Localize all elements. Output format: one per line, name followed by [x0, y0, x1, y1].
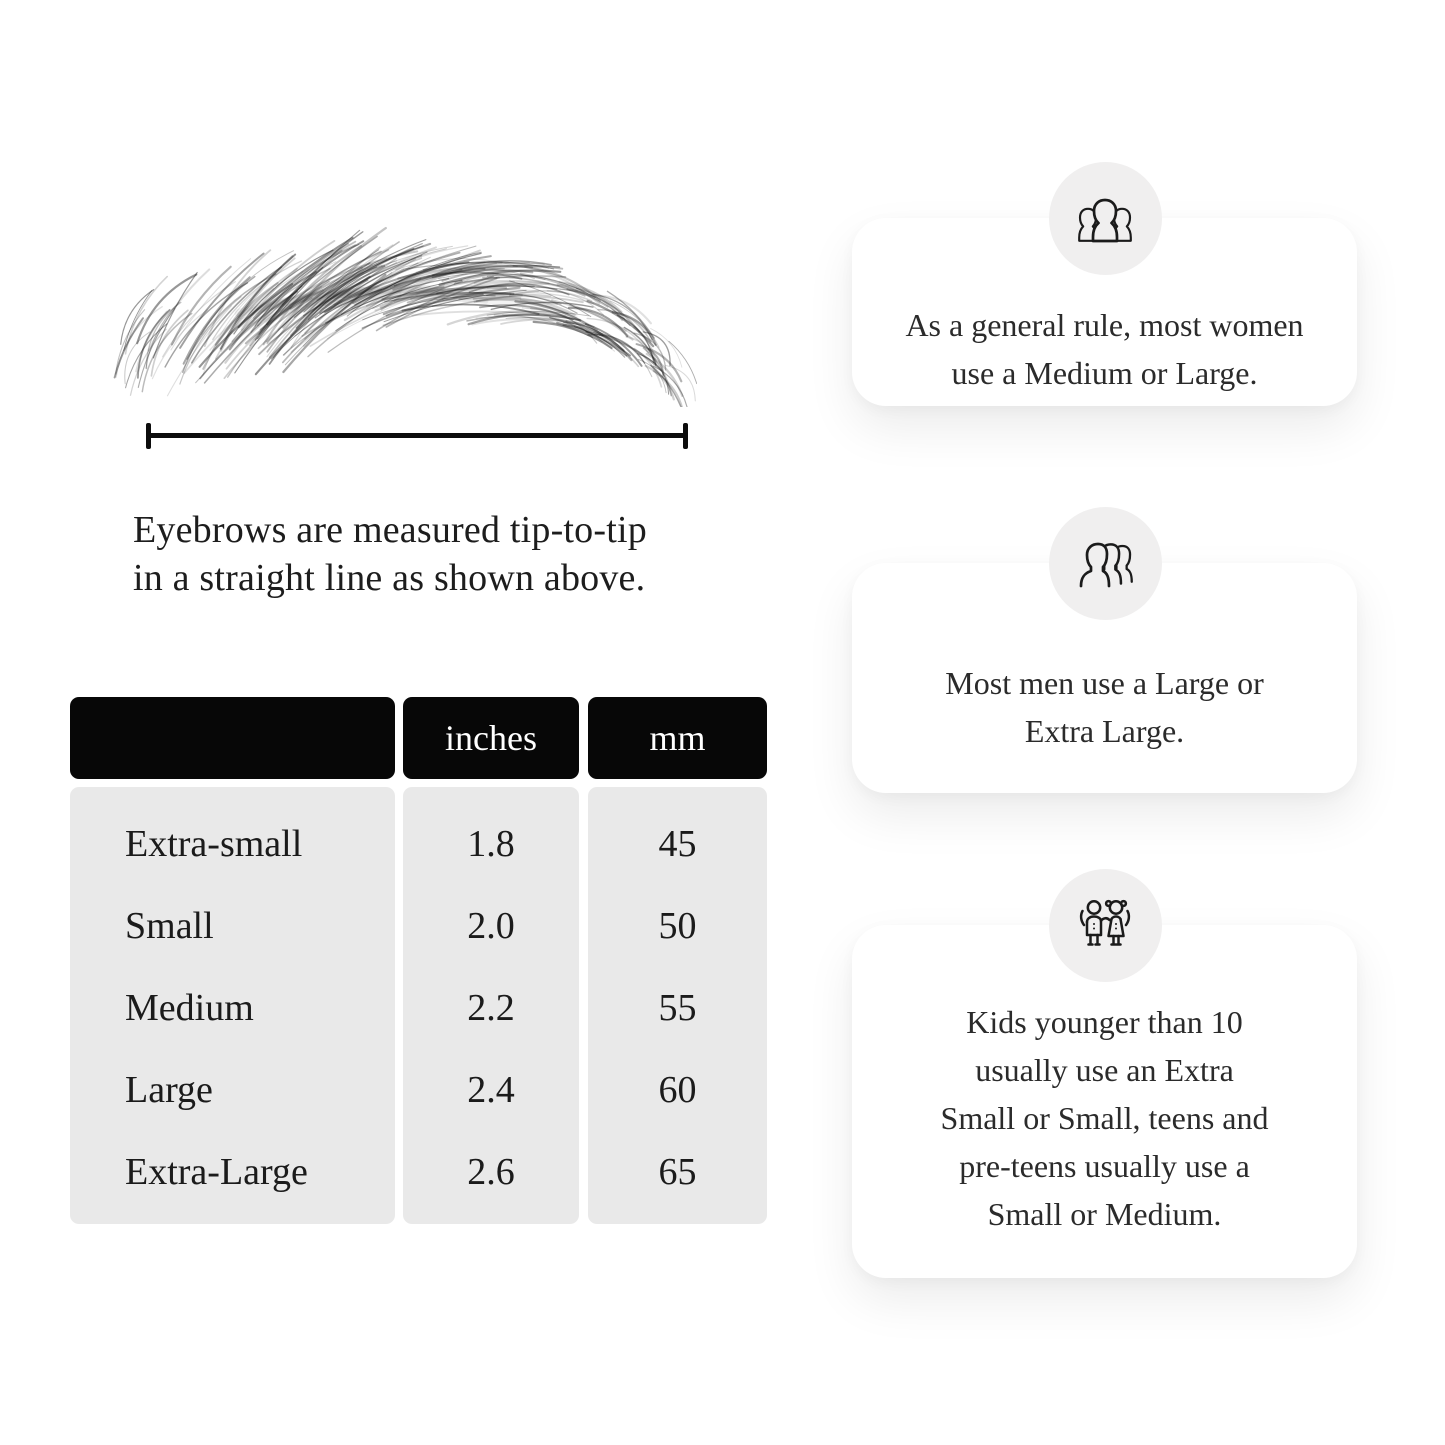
- measurement-line: [146, 423, 688, 449]
- eyebrow-sketch-illustration: [112, 222, 697, 407]
- info-card-women: [852, 218, 1357, 406]
- size-row-inches: 2.6: [467, 1151, 515, 1193]
- card-text-line: As a general rule, most women: [905, 307, 1304, 343]
- size-row-inches: 2.4: [467, 1069, 515, 1111]
- icon-badge: [1049, 507, 1162, 620]
- info-card-kids: [852, 925, 1357, 1278]
- measurement-line-bar: [146, 433, 688, 438]
- size-row-mm: 50: [658, 905, 697, 947]
- table-column-inches: [403, 787, 579, 1224]
- children-icon: [1073, 894, 1137, 958]
- card-text: [852, 998, 1357, 1238]
- caption-line: Eyebrows are measured tip-to-tip: [133, 509, 647, 551]
- size-row-inches: 2.2: [467, 987, 515, 1029]
- size-row-label: Small: [125, 905, 214, 947]
- size-row-inches: 2.0: [467, 905, 515, 947]
- size-row-label: Medium: [125, 987, 254, 1029]
- caption-line: in a straight line as shown above.: [133, 557, 646, 599]
- size-row-mm: 45: [658, 823, 697, 865]
- card-text-line: Small or Small, teens and: [940, 1100, 1269, 1136]
- table-column-sizes: [70, 787, 395, 1224]
- card-text-line: pre-teens usually use a: [959, 1148, 1250, 1184]
- card-text-line: Extra Large.: [1024, 713, 1185, 749]
- measurement-line-right-cap: [683, 423, 688, 449]
- measurement-caption: [133, 506, 753, 602]
- card-text-line: Small or Medium.: [987, 1196, 1222, 1232]
- size-row-mm: 65: [658, 1151, 697, 1193]
- size-table: [70, 697, 767, 1224]
- info-card-men: [852, 563, 1357, 793]
- table-header-blank: [70, 697, 395, 779]
- size-row-label: Extra-Large: [125, 1151, 308, 1193]
- header-label: inches: [445, 718, 537, 758]
- header-label: mm: [649, 718, 706, 758]
- size-row-mm: 55: [658, 987, 697, 1029]
- size-row-label: Large: [125, 1069, 213, 1111]
- card-text-line: Most men use a Large or: [945, 665, 1264, 701]
- card-text: [852, 301, 1357, 397]
- card-text-line: Kids younger than 10: [966, 1004, 1243, 1040]
- table-column-mm: [588, 787, 767, 1224]
- icon-badge: [1049, 869, 1162, 982]
- card-text-line: usually use an Extra: [975, 1052, 1234, 1088]
- icon-badge: [1049, 162, 1162, 275]
- size-row-mm: 60: [658, 1069, 697, 1111]
- card-text-line: use a Medium or Large.: [951, 355, 1258, 391]
- men-group-icon: [1073, 532, 1137, 596]
- women-group-icon: [1073, 187, 1137, 251]
- size-row-inches: 1.8: [467, 823, 515, 865]
- table-header-inches: [403, 697, 579, 779]
- table-header-mm: [588, 697, 767, 779]
- size-row-label: Extra-small: [125, 823, 303, 865]
- card-text: [852, 659, 1357, 755]
